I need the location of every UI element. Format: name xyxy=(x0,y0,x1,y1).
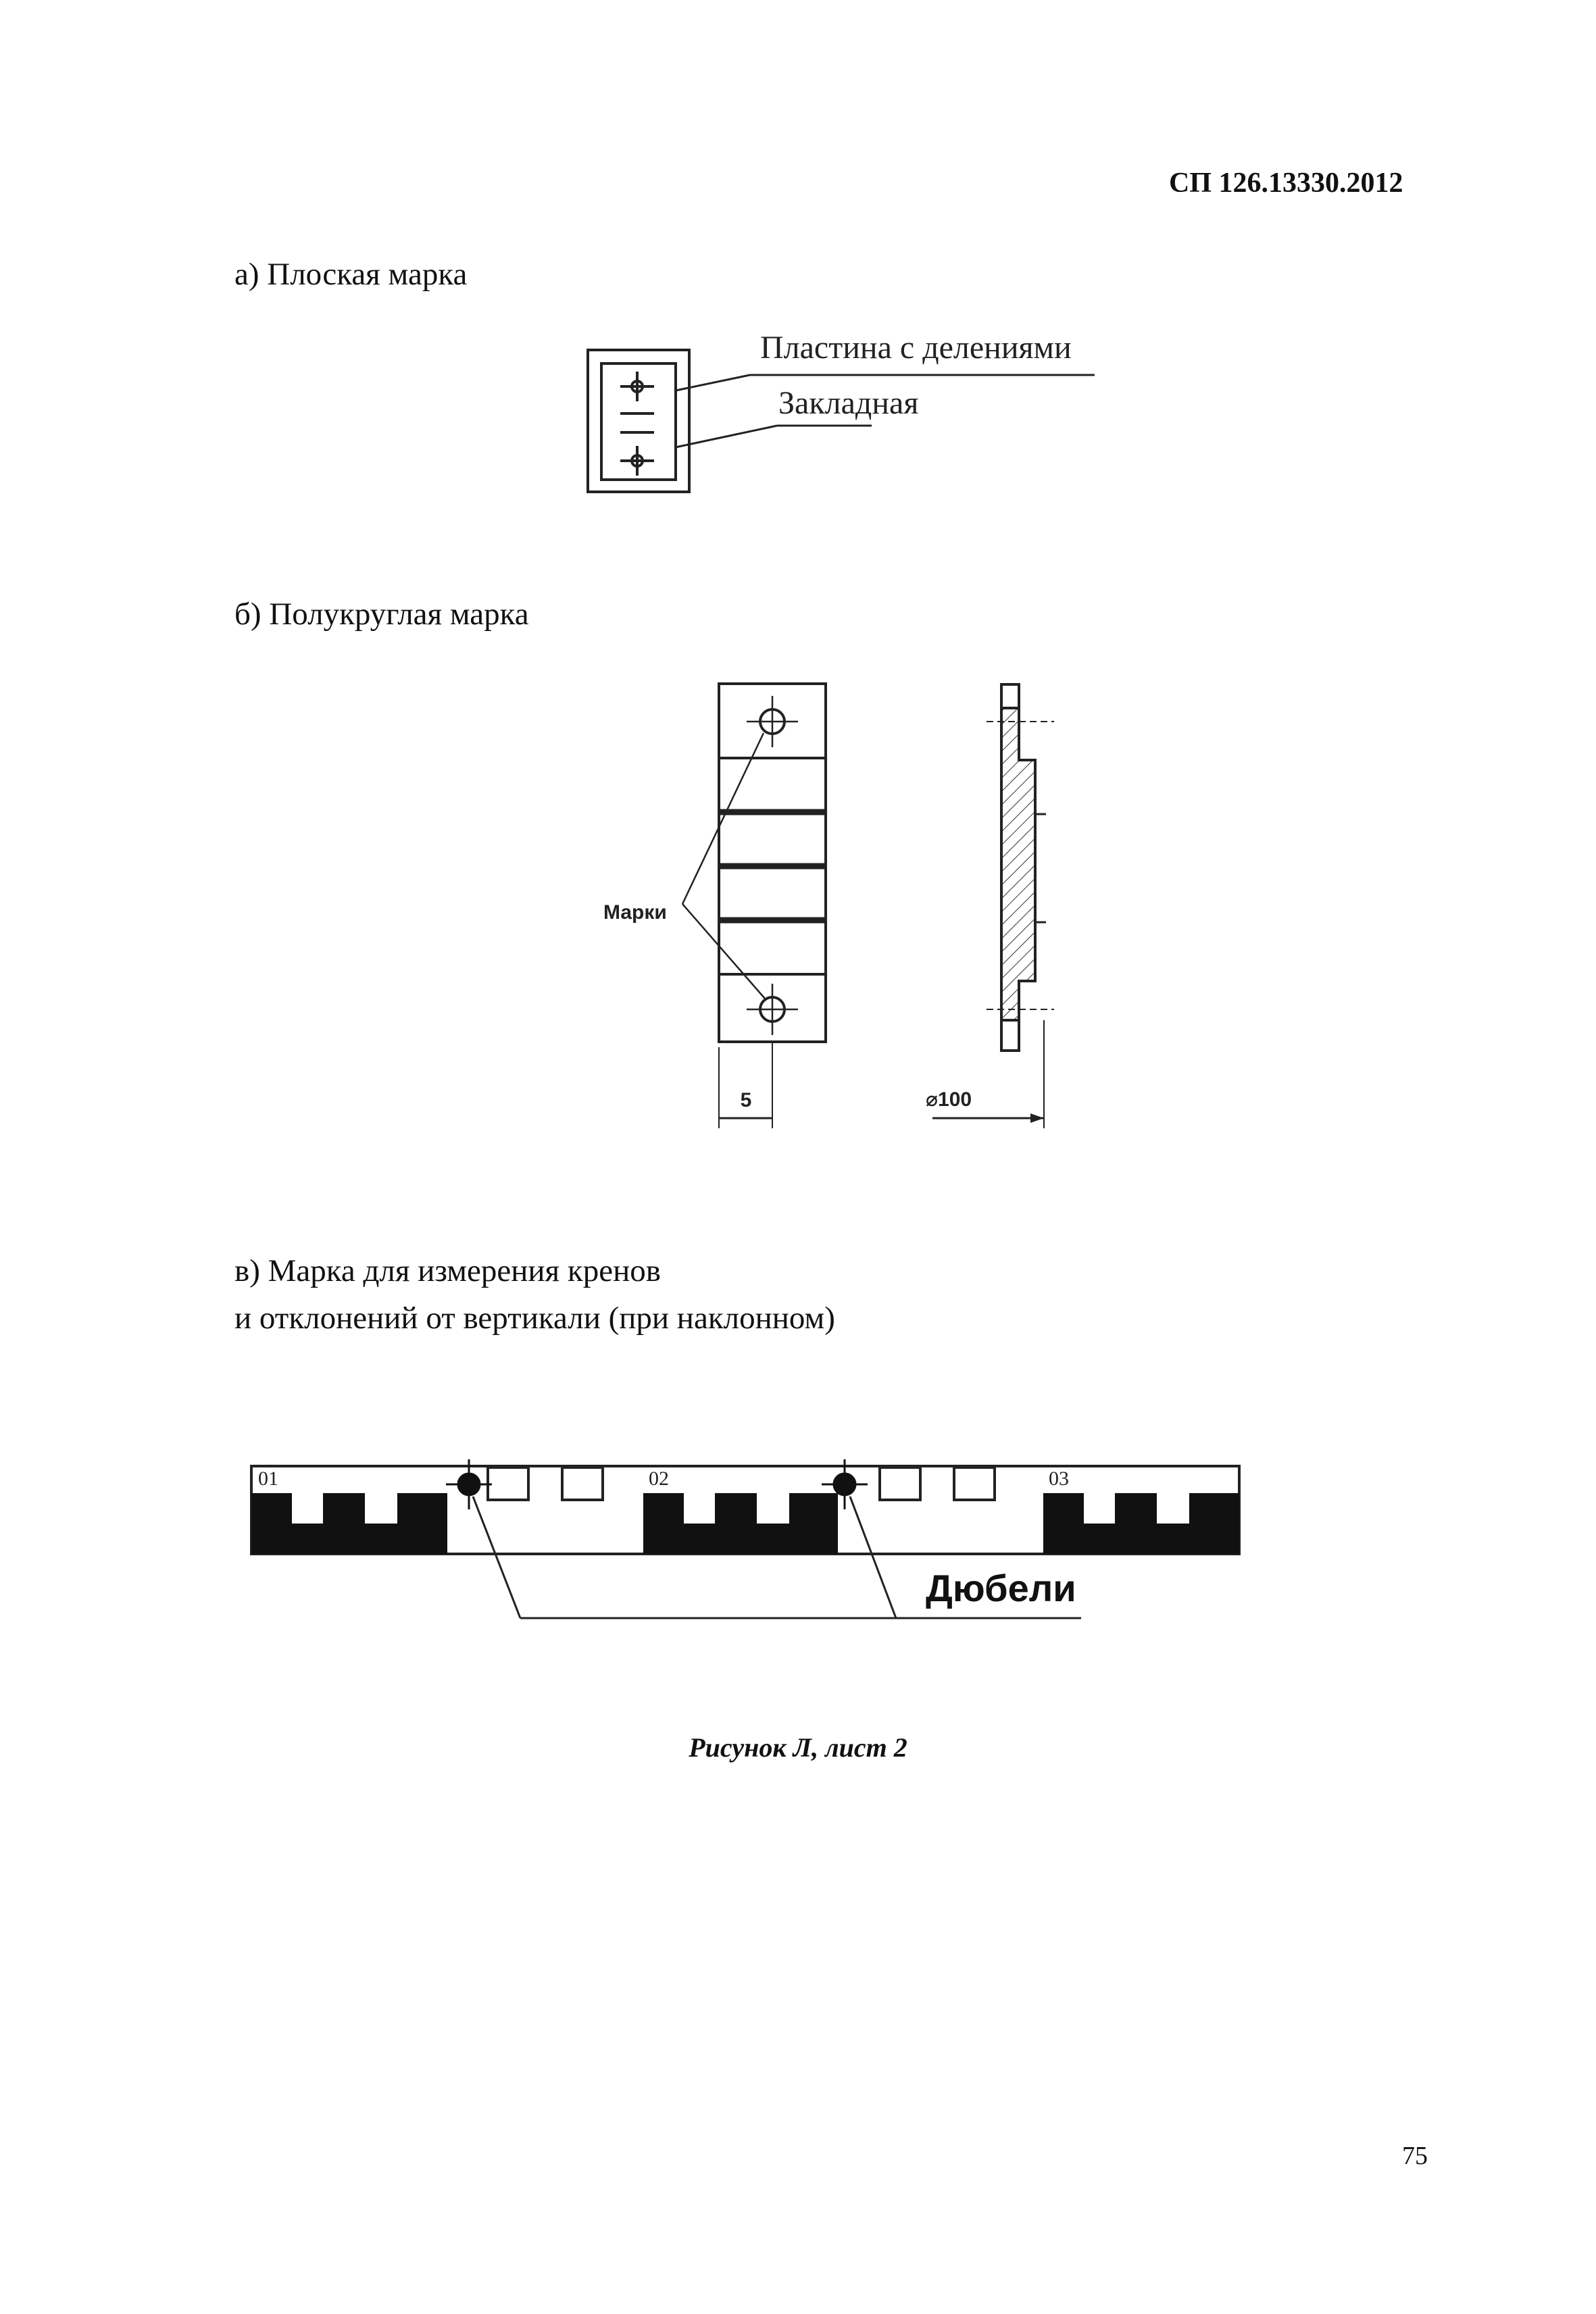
figure-title: Рисунок Л, лист 2 xyxy=(689,1732,907,1763)
scale-block-03 xyxy=(1043,1493,1239,1554)
scale-block-01 xyxy=(251,1493,447,1554)
label-marks: Марки xyxy=(603,901,667,924)
caption-tilt-mark-line1: в) Марка для измерения кренов xyxy=(234,1253,661,1288)
flat-mark-drawing xyxy=(588,350,1095,492)
caption-semicircular-mark: б) Полукруглая марка xyxy=(234,597,529,632)
label-embedded-part: Закладная xyxy=(778,385,919,421)
tilt-mark-scale-strip xyxy=(251,1459,1239,1618)
semicircular-mark-side-view xyxy=(932,684,1054,1128)
scale-label-03: 03 xyxy=(1049,1467,1069,1490)
semicircular-mark-front-view xyxy=(682,684,826,1128)
caption-tilt-mark-line2: и отклонений от вертикали (при наклонном) xyxy=(234,1301,835,1336)
label-dowels: Дюбели xyxy=(926,1567,1076,1609)
dimension-diameter: ⌀100 xyxy=(926,1088,972,1111)
page-number: 75 xyxy=(1402,2142,1428,2170)
document-code: СП 126.13330.2012 xyxy=(1169,168,1403,199)
scale-label-02: 02 xyxy=(649,1467,669,1490)
caption-flat-mark: а) Плоская марка xyxy=(234,257,468,292)
label-plate-with-divisions: Пластина с делениями xyxy=(760,330,1072,366)
dimension-width: 5 xyxy=(740,1089,752,1111)
scale-block-02 xyxy=(643,1493,838,1554)
scale-label-01: 01 xyxy=(258,1467,278,1490)
